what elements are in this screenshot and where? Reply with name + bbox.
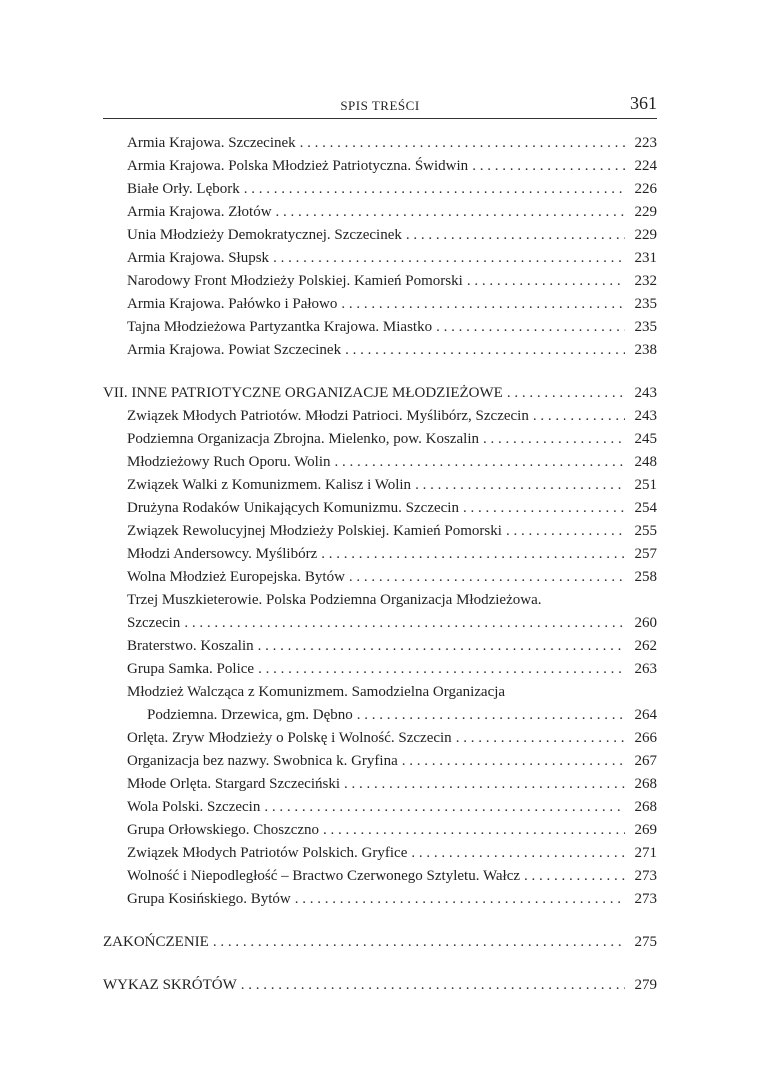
dot-leader bbox=[213, 932, 625, 952]
toc-chapter-title: ZAKOŃCZENIE bbox=[103, 934, 209, 950]
toc-entry bbox=[103, 659, 657, 679]
dot-leader bbox=[344, 774, 625, 794]
toc-entry-title: Drużyna Rodaków Unikających Komunizmu. Szczecin bbox=[127, 500, 459, 516]
toc-entry-page: 235 bbox=[634, 319, 657, 335]
dot-leader bbox=[357, 705, 625, 725]
toc-entry-title: Młode Orlęta. Stargard Szczeciński bbox=[127, 776, 340, 792]
running-header bbox=[103, 92, 657, 119]
toc-entry bbox=[103, 225, 657, 245]
toc-entry-title: Armia Krajowa. Złotów bbox=[127, 204, 272, 220]
toc-entry-page: 255 bbox=[634, 523, 657, 539]
toc-entry-title: Wolna Młodzież Europejska. Bytów bbox=[127, 569, 345, 585]
dot-leader bbox=[411, 843, 625, 863]
toc-chapter-entry bbox=[103, 975, 657, 995]
toc-entry bbox=[103, 340, 657, 360]
toc-entry-title: Wolność i Niepodległość – Bractwo Czerwonego Sztyletu. Wałcz bbox=[127, 868, 521, 884]
toc-entry-page: 262 bbox=[634, 638, 657, 654]
dot-leader bbox=[323, 820, 625, 840]
toc-entry-page: 257 bbox=[634, 546, 657, 562]
toc-entry bbox=[103, 406, 657, 426]
toc-entry-page: 229 bbox=[634, 227, 657, 243]
toc-entry bbox=[103, 820, 657, 840]
toc-entry-page: 268 bbox=[634, 776, 657, 792]
toc-entry-page: 235 bbox=[634, 296, 657, 312]
toc-entry-title: Białe Orły. Lębork bbox=[127, 181, 240, 197]
dot-leader bbox=[524, 866, 625, 886]
toc-entry-page: 267 bbox=[634, 753, 657, 769]
dot-leader bbox=[533, 406, 625, 426]
toc-chapter-entry bbox=[103, 932, 657, 952]
toc-chapter-page: 275 bbox=[634, 934, 657, 950]
toc-entry-page: 229 bbox=[634, 204, 657, 220]
toc-entry bbox=[103, 317, 657, 337]
dot-leader bbox=[244, 179, 625, 199]
toc-chapter-title: VII. INNE PATRIOTYCZNE ORGANIZACJE MŁODZIEŻOWE bbox=[103, 385, 503, 401]
dot-leader bbox=[415, 475, 625, 495]
dot-leader bbox=[507, 383, 625, 403]
toc-entry-title: Organizacja bez nazwy. Swobnica k. Gryfina bbox=[127, 753, 398, 769]
toc-entry-title: Grupa Kosińskiego. Bytów bbox=[127, 891, 291, 907]
dot-leader bbox=[463, 498, 625, 518]
toc-entry bbox=[103, 705, 657, 725]
dot-leader bbox=[264, 797, 625, 817]
toc-entry bbox=[103, 521, 657, 541]
toc-entry-page: 245 bbox=[634, 431, 657, 447]
toc-entry-page: 251 bbox=[634, 477, 657, 493]
toc-entry bbox=[103, 544, 657, 564]
toc-entry-page: 263 bbox=[634, 661, 657, 677]
toc-entry-page: 271 bbox=[634, 845, 657, 861]
toc-entry bbox=[103, 452, 657, 472]
toc-entry bbox=[103, 475, 657, 495]
toc-entry bbox=[103, 248, 657, 268]
toc-entry-page: 258 bbox=[634, 569, 657, 585]
toc-entry bbox=[103, 567, 657, 587]
toc-entry-title: Związek Walki z Komunizmem. Kalisz i Wolin bbox=[127, 477, 412, 493]
toc-entry-page: 226 bbox=[634, 181, 657, 197]
toc-chapter-page: 243 bbox=[634, 385, 657, 401]
dot-leader bbox=[241, 975, 625, 995]
toc-entry-title: Grupa Orłowskiego. Choszczno bbox=[127, 822, 320, 838]
toc-entry-title: Armia Krajowa. Powiat Szczecinek bbox=[127, 342, 342, 358]
toc-entry-page: 264 bbox=[634, 707, 657, 723]
toc-entry bbox=[103, 271, 657, 291]
toc-chapter-page: 279 bbox=[634, 977, 657, 993]
toc-entry bbox=[103, 636, 657, 656]
toc-chapter-title: WYKAZ SKRÓTÓW bbox=[103, 977, 237, 993]
toc-entry-title: Związek Młodych Patriotów. Młodzi Patrioci. Myślibórz, Szczecin bbox=[127, 408, 529, 424]
toc-entry-page: 273 bbox=[634, 868, 657, 884]
toc-entry-title: Podziemna Organizacja Zbrojna. Mielenko, pow. Koszalin bbox=[127, 431, 479, 447]
toc-entry-title-line1: Trzej Muszkieterowie. Polska Podziemna Organizacja Młodzieżowa. bbox=[127, 592, 542, 608]
toc-entry-page: 231 bbox=[634, 250, 657, 266]
toc-entry-page: 232 bbox=[634, 273, 657, 289]
toc-entry-title: Wola Polski. Szczecin bbox=[127, 799, 261, 815]
dot-leader bbox=[467, 271, 625, 291]
toc-entry bbox=[103, 133, 657, 153]
toc-entry-title: Młodzi Andersowcy. Myślibórz bbox=[127, 546, 318, 562]
toc-entry bbox=[103, 156, 657, 176]
dot-leader bbox=[483, 429, 625, 449]
dot-leader bbox=[276, 202, 625, 222]
toc-entry bbox=[103, 797, 657, 817]
dot-leader bbox=[472, 156, 625, 176]
dot-leader bbox=[258, 659, 625, 679]
toc-entry-title: Armia Krajowa. Słupsk bbox=[127, 250, 270, 266]
dot-leader bbox=[184, 613, 625, 633]
toc-entry bbox=[103, 728, 657, 748]
dot-leader bbox=[349, 567, 625, 587]
toc-entry bbox=[103, 202, 657, 222]
toc-entry bbox=[103, 889, 657, 909]
dot-leader bbox=[295, 889, 625, 909]
dot-leader bbox=[335, 452, 626, 472]
toc-entry bbox=[103, 613, 657, 633]
dot-leader bbox=[402, 751, 625, 771]
dot-leader bbox=[436, 317, 625, 337]
dot-leader bbox=[345, 340, 625, 360]
toc-entry bbox=[103, 179, 657, 199]
page-number: 361 bbox=[630, 93, 657, 113]
dot-leader bbox=[273, 248, 625, 268]
toc-entry bbox=[103, 774, 657, 794]
toc-entry-page: 238 bbox=[634, 342, 657, 358]
toc-entry bbox=[103, 843, 657, 863]
toc-entry-title: Związek Młodych Patriotów Polskich. Gryfice bbox=[127, 845, 408, 861]
toc-entry-title-line1: Młodzież Walcząca z Komunizmem. Samodzielna Organizacja bbox=[127, 684, 506, 700]
toc-chapter-entry bbox=[103, 383, 657, 403]
toc-entry-title: Podziemna. Drzewica, gm. Dębno bbox=[147, 707, 353, 723]
dot-leader bbox=[456, 728, 625, 748]
toc-entry-title: Orlęta. Zryw Młodzieży o Polskę i Wolność. Szczecin bbox=[127, 730, 452, 746]
toc-entry-title: Armia Krajowa. Polska Młodzież Patriotyczna. Świdwin bbox=[127, 158, 469, 174]
dot-leader bbox=[258, 636, 625, 656]
toc-entry-title: Armia Krajowa. Pałówko i Pałowo bbox=[127, 296, 338, 312]
toc-entry-page: 224 bbox=[634, 158, 657, 174]
toc-entry-title: Narodowy Front Młodzieży Polskiej. Kamień Pomorski bbox=[127, 273, 463, 289]
dot-leader bbox=[321, 544, 625, 564]
toc-entry-page: 223 bbox=[634, 135, 657, 151]
toc-entry-page: 269 bbox=[634, 822, 657, 838]
toc-entry bbox=[103, 429, 657, 449]
toc-entry-title: Armia Krajowa. Szczecinek bbox=[127, 135, 296, 151]
dot-leader bbox=[506, 521, 625, 541]
toc-entry-title: Unia Młodzieży Demokratycznej. Szczecinek bbox=[127, 227, 402, 243]
dot-leader bbox=[406, 225, 625, 245]
toc-entry-title: Tajna Młodzieżowa Partyzantka Krajowa. Miastko bbox=[127, 319, 433, 335]
toc-entry-title: Młodzieżowy Ruch Oporu. Wolin bbox=[127, 454, 331, 470]
toc-entry-page: 260 bbox=[634, 615, 657, 631]
toc-entry bbox=[103, 751, 657, 771]
toc-entry bbox=[103, 866, 657, 886]
toc-entry-page: 248 bbox=[634, 454, 657, 470]
toc-entry-page: 266 bbox=[634, 730, 657, 746]
running-header-title: SPIS TREŚCI bbox=[340, 98, 420, 113]
dot-leader bbox=[341, 294, 625, 314]
toc-entry-page: 273 bbox=[634, 891, 657, 907]
dot-leader bbox=[300, 133, 625, 153]
toc-entry-page: 268 bbox=[634, 799, 657, 815]
toc-entry-page: 243 bbox=[634, 408, 657, 424]
toc-entry-title: Związek Rewolucyjnej Młodzieży Polskiej. Kamień Pomorski bbox=[127, 523, 502, 539]
toc-entry-title: Grupa Samka. Police bbox=[127, 661, 255, 677]
toc-entry-page: 254 bbox=[634, 500, 657, 516]
toc-entry-title: Braterstwo. Koszalin bbox=[127, 638, 254, 654]
toc-entry bbox=[103, 498, 657, 518]
toc-entry bbox=[103, 294, 657, 314]
toc-entry-title: Szczecin bbox=[127, 615, 181, 631]
